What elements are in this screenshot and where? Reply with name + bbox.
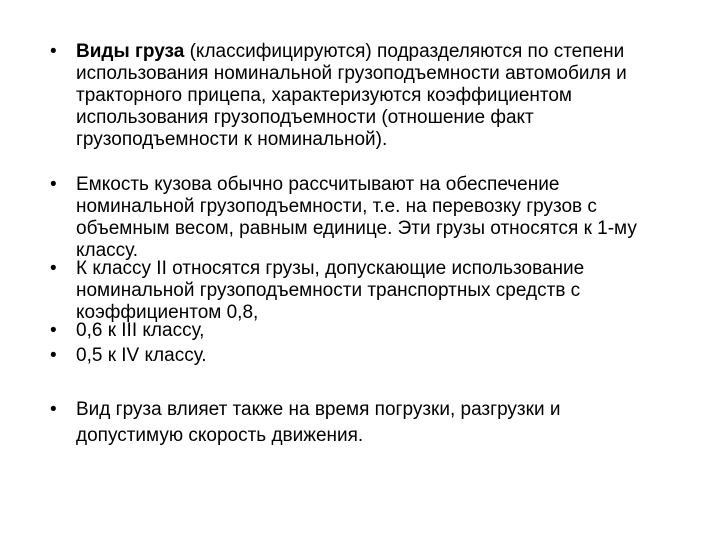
bullet-bold-term: Виды груза bbox=[76, 41, 185, 62]
bullet-marker: • bbox=[50, 399, 57, 420]
bullet-text: 0,5 к IV классу. bbox=[76, 345, 207, 366]
bullet-marker: • bbox=[50, 258, 57, 279]
bullet-text: К классу II относятся грузы, допускающие использование номинальной грузоподъемности транспортных средств с коэффициентом 0,8, bbox=[76, 258, 585, 323]
bullet-marker: • bbox=[50, 174, 57, 195]
bullet-body: (классифицируются) подразделяются по степени использования номинальной грузоподъемности автомобиля и тракторного прицепа, характеризуются коэффициентом использования грузоподъемности (отношение факт грузоподъемности к номинальной). bbox=[76, 41, 627, 150]
bullet-text: Емкость кузова обычно рассчитывают на обеспечение номинальной грузоподъемности, т.е. на перевозку грузов с объемным весом, равным единице. Эти грузы относятся к 1-му классу. bbox=[76, 174, 637, 261]
bullet-text bbox=[76, 41, 670, 151]
bullet-marker: • bbox=[50, 345, 57, 366]
bullet-marker: • bbox=[50, 320, 57, 341]
bullet-text: 0,6 к III классу, bbox=[76, 320, 205, 341]
bullet-marker: • bbox=[50, 41, 57, 62]
bullet-text: Вид груза влияет также на время погрузки, разгрузки и допустимую скорость движения. bbox=[76, 399, 561, 446]
